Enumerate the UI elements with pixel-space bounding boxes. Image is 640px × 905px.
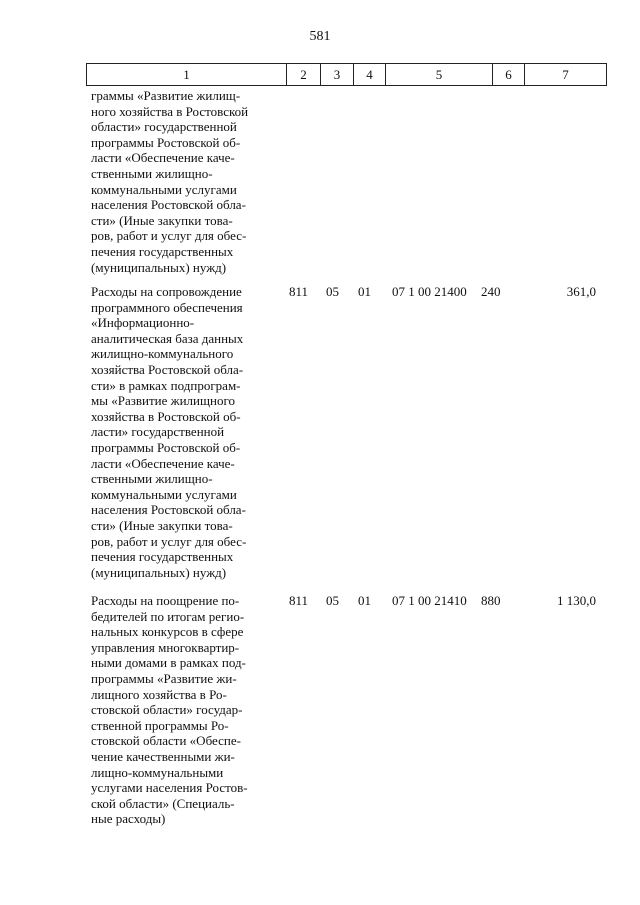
row-razdel: 05 (326, 284, 339, 299)
column-header-5: 5 (386, 64, 493, 86)
row-description: Расходы на сопровождение программного обеспечения «Информационно- аналитическая база данных жилищно-коммунального хозяйства Ростовской обла- сти» в рамках подпрограм- мы «Развитие жилищного хозяйства в Ростовской об- ласти» государственной программы Ростовской об- ласти «Обеспечение каче- ственными жилищно- коммунальными услугами населения Ростовской обла- сти» (Иные закупки това- ров, работ и услуг для обес- печения государственных (муниципальных) нужд) (91, 284, 247, 580)
column-header-table (86, 63, 607, 86)
column-header-6: 6 (493, 64, 525, 86)
row-expense-type: 240 (481, 284, 501, 299)
row-podrazdel: 01 (358, 593, 371, 608)
row-sum: 361,0 (566, 284, 596, 299)
row-podrazdel: 01 (358, 284, 371, 299)
row-target-article: 07 1 00 21400 (392, 284, 467, 299)
row-sum: 1 130,0 (557, 593, 596, 608)
column-header-1: 1 (87, 64, 287, 86)
column-header-4: 4 (354, 64, 386, 86)
column-header-row (87, 64, 607, 86)
continuation-description: граммы «Развитие жилищ- ного хозяйства в Ростовской области» государственной программы Ростовской об- ласти «Обеспечение каче- ственными жилищно- коммунальными услугами населения Ростовской обла- сти» (Иные закупки това- ров, работ и услуг для обес- печения государственных (муниципальных) нужд) (91, 88, 249, 275)
column-header-7: 7 (525, 64, 607, 86)
row-expense-type: 880 (481, 593, 501, 608)
column-header-3: 3 (321, 64, 354, 86)
row-target-article: 07 1 00 21410 (392, 593, 467, 608)
row-vedomstvo: 811 (289, 593, 309, 608)
column-header-2: 2 (287, 64, 321, 86)
row-razdel: 05 (326, 593, 339, 608)
row-description: Расходы на поощрение по- бедителей по итогам регио- нальных конкурсов в сфере управления многоквартир- ными домами в рамках под- программы «Развитие жи- лищного хозяйства в Ро- стовской области» государ- ственной программы Ро- стовской области «Обеспе- чение качественными жи- лищно-коммунальными услугами населения Ростов- ской области» (Специаль- ные расходы) (91, 593, 248, 827)
page-number: 581 (309, 29, 331, 44)
row-vedomstvo: 811 (289, 284, 309, 299)
